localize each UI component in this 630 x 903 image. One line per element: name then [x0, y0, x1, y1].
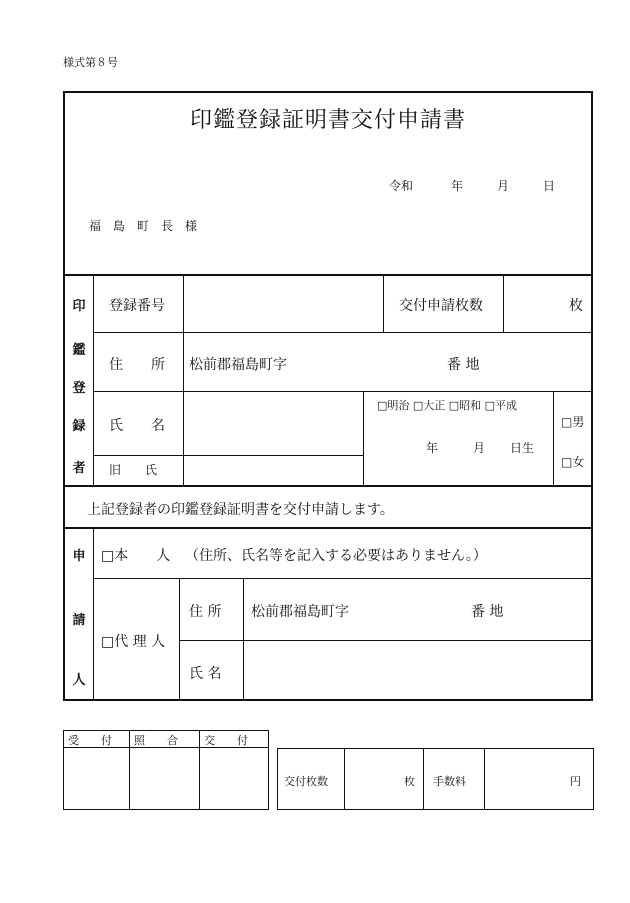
era-checkboxes: □明治 □大正 □昭和 □平成 — [377, 399, 518, 412]
birth-month: 月 — [473, 441, 486, 455]
fee-unit: 円 — [570, 775, 581, 788]
received-label: 受 付 — [68, 734, 112, 747]
side-char-in: 印 — [72, 299, 86, 314]
birth-day: 日生 — [510, 441, 535, 455]
side-char-sei: 請 — [72, 613, 86, 628]
addressee: 福 島 町 長 様 — [89, 219, 198, 233]
side-char-to: 登 — [72, 381, 86, 396]
issued-count-unit: 枚 — [404, 775, 415, 788]
count-label: 交付申請枚数 — [399, 298, 483, 314]
side-char-roku: 録 — [72, 419, 86, 434]
checked-label: 照 合 — [134, 734, 178, 747]
self-note: （住所、氏名等を記入する必要はありません。） — [185, 548, 487, 564]
date-day: 日 — [543, 179, 556, 193]
agent-address-value: 松前郡福島町字 — [251, 604, 349, 620]
statement: 上記登録者の印鑑登録証明書を交付申請します。 — [87, 502, 394, 518]
side-char-kan: 鑑 — [72, 343, 86, 358]
former-name-label: 旧 氏 — [109, 463, 158, 477]
side-char-sha: 者 — [72, 461, 86, 476]
issued-count-label: 交付枚数 — [284, 775, 328, 788]
date-year: 年 — [451, 179, 464, 193]
self-label: □本 人 — [101, 548, 171, 564]
side-char-shin: 申 — [72, 549, 86, 564]
name-label: 氏 名 — [109, 418, 165, 434]
agent-label: □代 理 人 — [101, 634, 166, 650]
address-banchi: 番 地 — [447, 357, 480, 373]
address-value: 松前郡福島町字 — [189, 357, 287, 373]
sex-female: □女 — [561, 455, 585, 469]
issue-fee-table — [277, 748, 594, 810]
issued-label: 交 付 — [204, 734, 248, 747]
address-label: 住 所 — [109, 357, 165, 373]
form-title: 印鑑登録証明書交付申請書 — [189, 108, 466, 133]
reg-no-label: 登録番号 — [109, 298, 165, 314]
application-form — [63, 91, 593, 701]
date-era: 令和 — [389, 179, 414, 193]
agent-banchi: 番 地 — [471, 604, 504, 620]
count-unit: 枚 — [569, 298, 583, 314]
date-month: 月 — [497, 179, 510, 193]
form-number: 様式第８号 — [63, 56, 118, 69]
birth-year: 年 — [426, 441, 439, 455]
agent-name-label: 氏 名 — [189, 666, 222, 682]
sex-male: □男 — [561, 415, 585, 429]
fee-label: 手数料 — [433, 775, 466, 788]
agent-address-label: 住 所 — [189, 604, 222, 620]
side-char-nin: 人 — [72, 673, 86, 688]
office-stamp-table — [63, 730, 269, 810]
